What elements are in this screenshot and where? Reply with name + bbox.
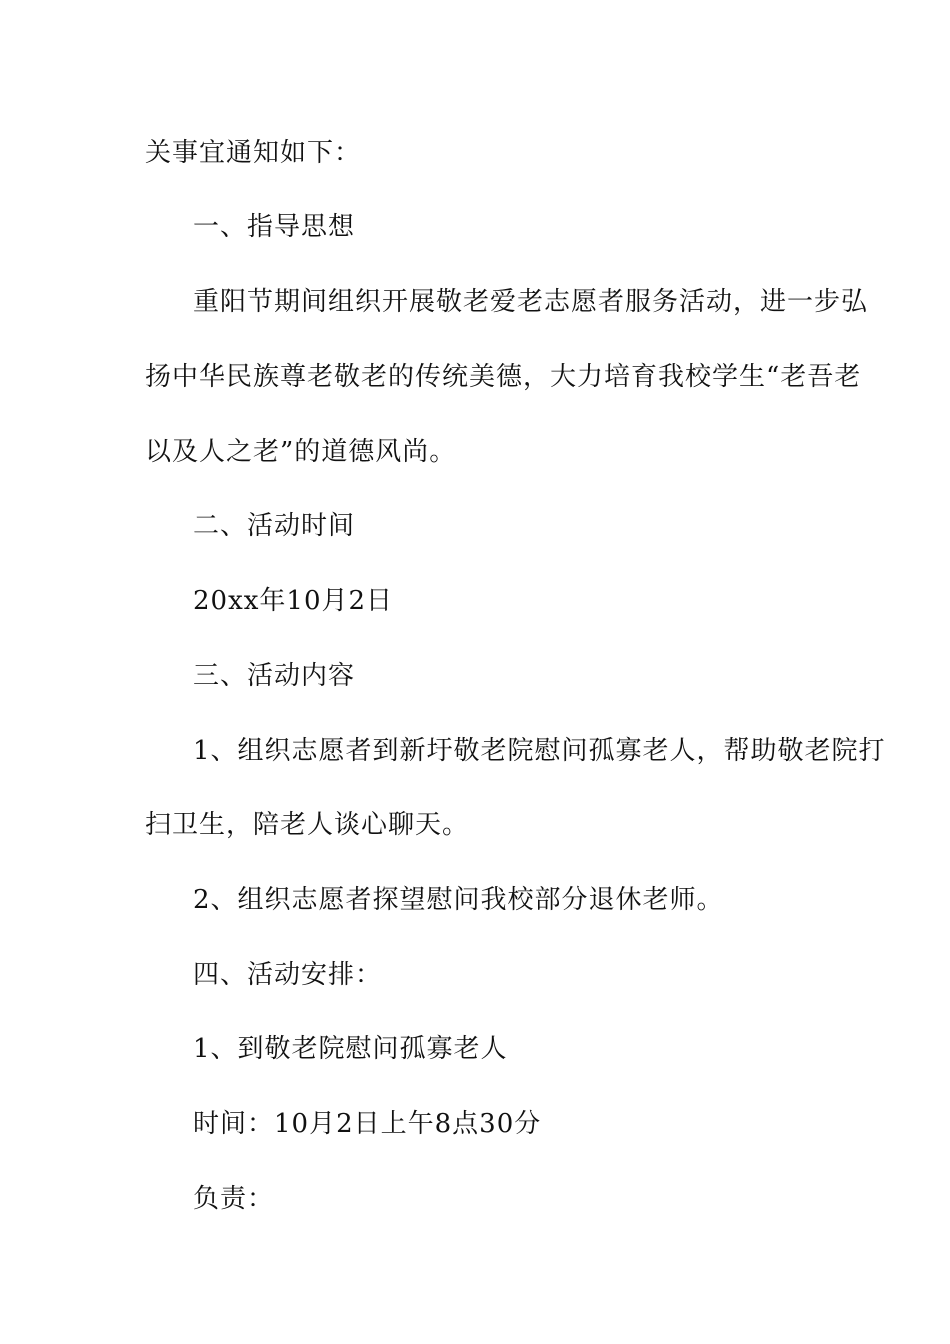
- content-item-1: 1、组织志愿者到新圩敬老院慰问孤寡老人，帮助敬老院打: [193, 736, 886, 766]
- arrangement-item-1: 1、到敬老院慰问孤寡老人: [193, 1034, 508, 1064]
- paragraph-line: 扬中华民族尊老敬老的传统美德，大力培育我校学生“老吾老: [145, 362, 862, 392]
- paragraph-line: 以及人之老”的道德风尚。: [145, 437, 457, 467]
- section-heading-guiding-principle: 一、指导思想: [193, 212, 356, 242]
- content-item-1-continuation: 扫卫生，陪老人谈心聊天。: [145, 810, 470, 840]
- activity-date: 20xx年10月2日: [193, 586, 394, 616]
- notice-intro-continuation: 关事宜通知如下：: [145, 138, 362, 168]
- section-heading-activity-arrangement: 四、活动安排：: [193, 960, 383, 990]
- content-item-2: 2、组织志愿者探望慰问我校部分退休老师。: [193, 885, 724, 915]
- section-heading-activity-content: 三、活动内容: [193, 661, 356, 691]
- arrangement-time: 时间：10月2日上午8点30分: [193, 1109, 542, 1139]
- paragraph-line: 重阳节期间组织开展敬老爱老志愿者服务活动，进一步弘: [193, 287, 869, 317]
- section-heading-activity-time: 二、活动时间: [193, 511, 356, 541]
- arrangement-responsible: 负责：: [193, 1184, 275, 1214]
